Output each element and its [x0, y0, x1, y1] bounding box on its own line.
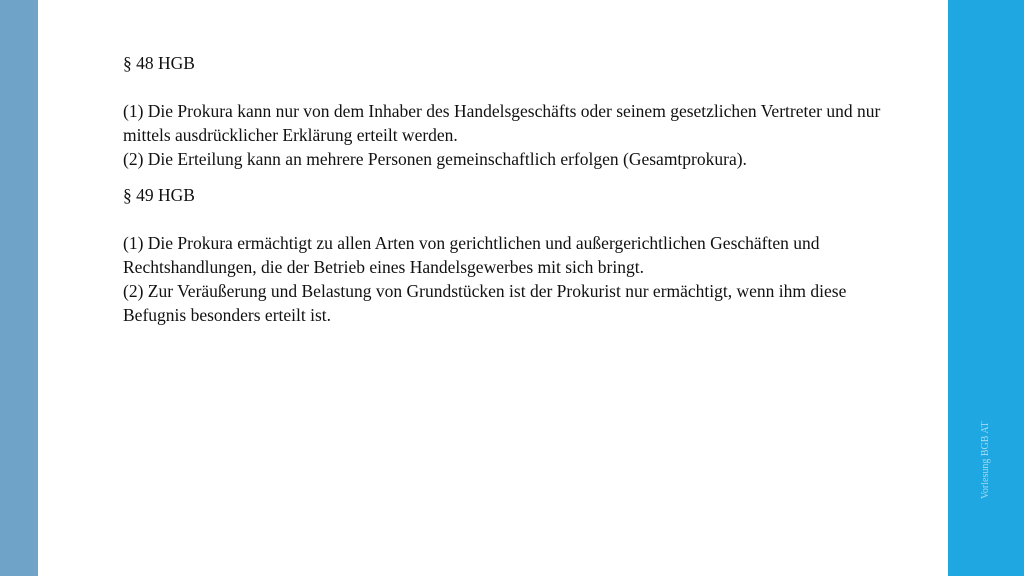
section-heading: § 48 HGB — [123, 53, 195, 73]
section-heading: § 49 HGB — [123, 185, 195, 205]
slide-content — [123, 51, 913, 327]
right-accent-bar — [948, 0, 1024, 576]
section-48-hgb — [123, 51, 913, 171]
paragraph: (2) Die Erteilung kann an mehrere Personen gemeinschaftlich erfolgen (Gesamtprokura). — [123, 149, 747, 169]
paragraph: (1) Die Prokura ermächtigt zu allen Arten von gerichtlichen und außergerichtlichen Geschäften und Rechtshandlungen, die der Betrieb eines Handelsgewerbes mit sich bringt. — [123, 233, 820, 277]
footer-vertical-label: Vorlesung BGB AT — [980, 421, 991, 499]
paragraph: (2) Zur Veräußerung und Belastung von Grundstücken ist der Prokurist nur ermächtigt, wenn ihm diese Befugnis besonders erteilt ist. — [123, 281, 847, 325]
section-49-hgb — [123, 183, 913, 327]
left-accent-bar — [0, 0, 38, 576]
paragraph: (1) Die Prokura kann nur von dem Inhaber des Handelsgeschäfts oder seinem gesetzlichen Vertreter und nur mittels ausdrücklicher Erklärung erteilt werden. — [123, 101, 881, 145]
